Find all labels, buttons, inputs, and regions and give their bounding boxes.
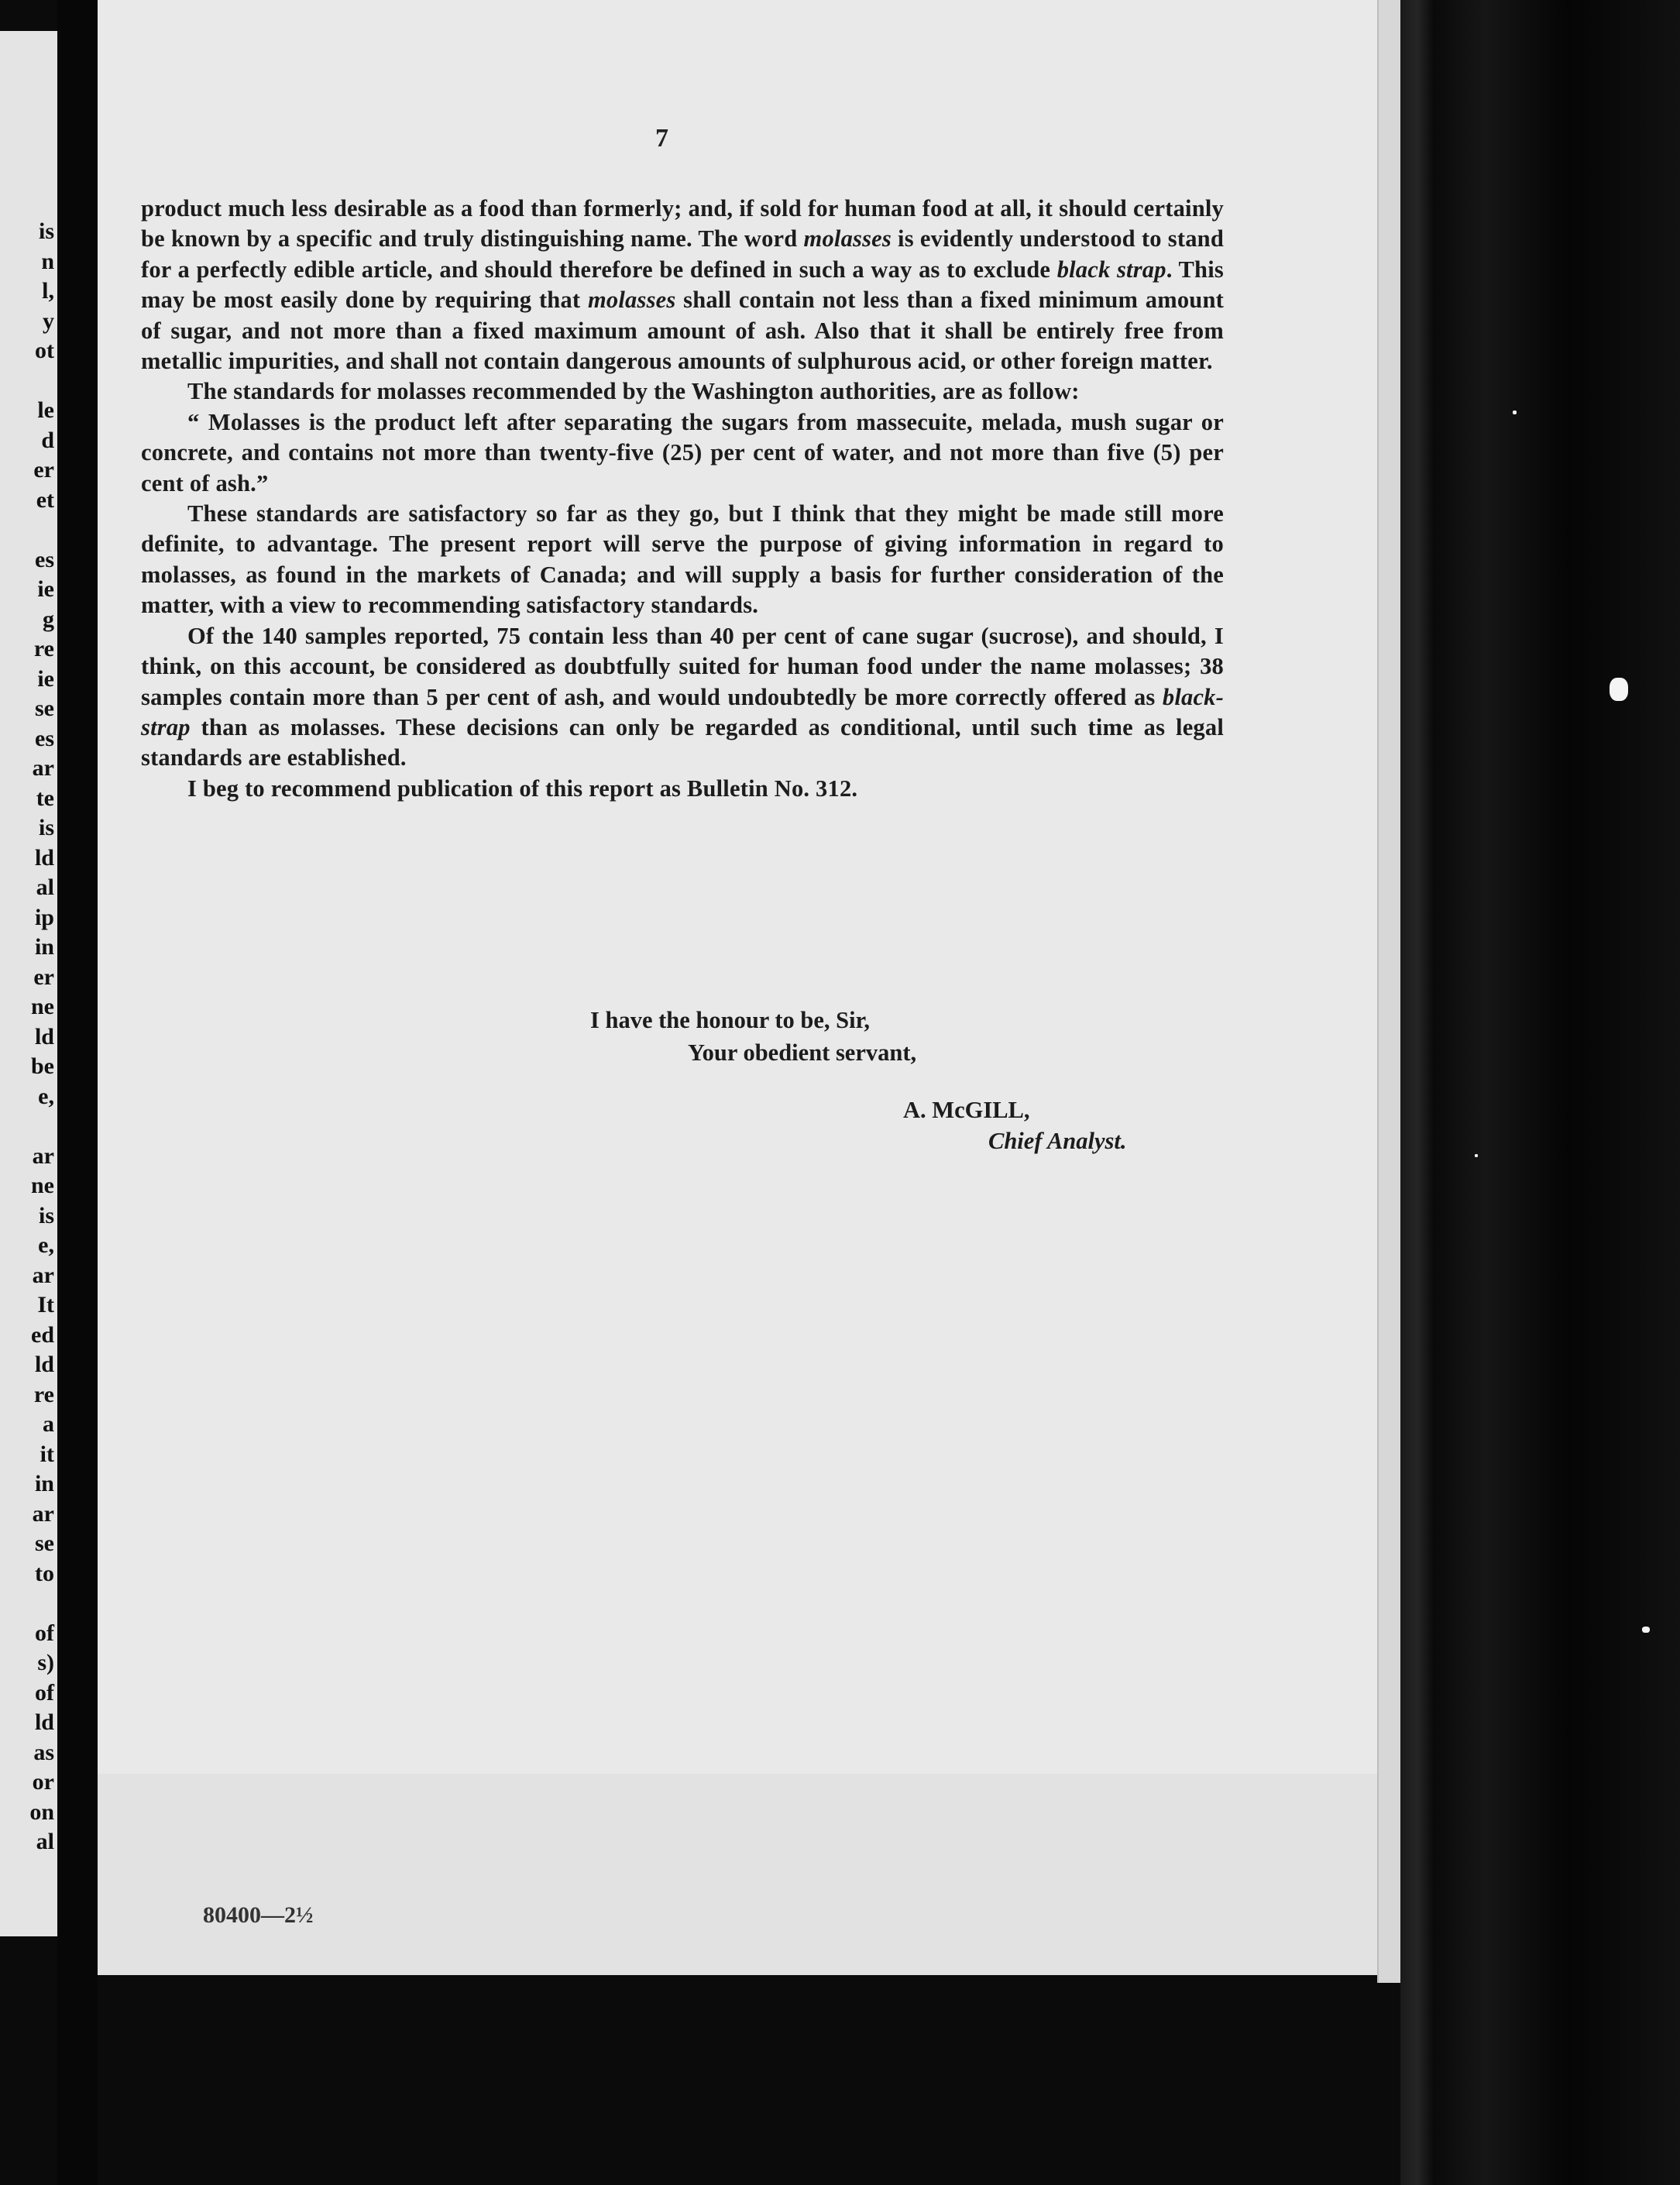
adjacent-page-fragment bbox=[0, 1111, 57, 1142]
adjacent-page-fragment: es bbox=[35, 546, 54, 572]
adjacent-page-fragment: ed bbox=[31, 1321, 54, 1348]
adjacent-page-fragment: of bbox=[35, 1620, 54, 1646]
paragraph: These standards are satisfactory so far as they go, but I think that they might be made still more definite, to advantage. The present report will serve the purpose of giving information in regard to molasses, as found in the markets of Canada; and will supply a basis for further consideration of the matter, with a view to recommending satisfactory standards. bbox=[141, 500, 1224, 619]
adjacent-page-fragment: g bbox=[43, 606, 54, 632]
scan-background bbox=[1400, 0, 1680, 2185]
adjacent-page-fragment: n bbox=[41, 248, 54, 274]
adjacent-page-fragment: on bbox=[29, 1799, 54, 1825]
signature-name: A. McGILL, bbox=[903, 1097, 1030, 1123]
adjacent-page-fragment: it bbox=[40, 1441, 54, 1467]
adjacent-page-fragment: It bbox=[37, 1292, 54, 1318]
adjacent-page-fragment: ld bbox=[34, 844, 54, 871]
adjacent-page-fragment bbox=[0, 1589, 57, 1619]
adjacent-page-fragment: ie bbox=[37, 576, 54, 602]
adjacent-page-fragment: ne bbox=[31, 1173, 54, 1198]
adjacent-page-fragment: te bbox=[36, 785, 54, 811]
adjacent-page-fragment: e, bbox=[38, 1083, 54, 1109]
adjacent-page-fragment: ar bbox=[32, 1500, 54, 1527]
signature-title: Chief Analyst. bbox=[988, 1128, 1127, 1154]
adjacent-page-fragment: l, bbox=[42, 278, 54, 304]
adjacent-page-text bbox=[0, 217, 57, 1857]
adjacent-page-fragment: es bbox=[35, 725, 54, 751]
adjacent-page-edge bbox=[0, 31, 57, 1936]
adjacent-page-fragment: d bbox=[41, 427, 54, 453]
page-number: 7 bbox=[655, 124, 668, 153]
page-spine-edge bbox=[1377, 0, 1402, 1983]
adjacent-page-fragment bbox=[0, 515, 57, 545]
adjacent-page-fragment: ld bbox=[34, 1709, 54, 1735]
adjacent-page-fragment: as bbox=[33, 1739, 54, 1765]
adjacent-page-fragment: or bbox=[32, 1769, 54, 1795]
adjacent-page-fragment: ar bbox=[32, 755, 54, 781]
adjacent-page-fragment: et bbox=[36, 486, 54, 513]
adjacent-page-fragment: se bbox=[35, 696, 54, 721]
book-gutter bbox=[57, 0, 98, 2185]
quoted-standard: “ Molasses is the product left after separating the sugars from massecuite, melada, mush sugar or concrete, and contains not more than twenty-five (25) per cent of water, and not more than five (5) per cent of ash.” bbox=[141, 408, 1224, 496]
adjacent-page-fragment: ld bbox=[34, 1352, 54, 1377]
adjacent-page-fragment: a bbox=[43, 1411, 54, 1437]
adjacent-page-fragment: er bbox=[33, 457, 54, 483]
adjacent-page-fragment: ne bbox=[31, 994, 54, 1019]
adjacent-page-fragment: ie bbox=[37, 665, 54, 692]
paragraph: Of the 140 samples reported, 75 contain less than 40 per cent of cane sugar (sucrose), and should, I think, on this account, be considered as doubtfully suited for human food under the name molasses; 38 samples contain more than 5 per cent of ash, and would undoubtedly be more correctly offered as black-strap than as molasses. These decisions can only be regarded as conditional, until such time as legal standards are established. bbox=[141, 622, 1224, 771]
closing-servant: Your obedient servant, bbox=[688, 1039, 917, 1066]
adjacent-page-fragment: er bbox=[33, 964, 54, 990]
adjacent-page-fragment: al bbox=[36, 874, 54, 900]
paragraph: The standards for molasses recommended by the Washington authorities, are as follow: bbox=[187, 378, 1080, 405]
adjacent-page-fragment: se bbox=[35, 1531, 54, 1556]
adjacent-page-fragment: of bbox=[35, 1679, 54, 1706]
adjacent-page-fragment: ld bbox=[34, 1023, 54, 1050]
adjacent-page-fragment: ip bbox=[34, 904, 54, 930]
adjacent-page-fragment: in bbox=[34, 934, 54, 960]
paragraph: product much less desirable as a food than formerly; and, if sold for human food at all, it should certainly be known by a specific and truly distinguishing name. The word molasses is evidently understood to stand for a perfectly edible article, and should therefore be defined in such a way as to exclude black strap. This may be most easily done by requiring that molasses shall contain not less than a fixed minimum amount of sugar, and not more than a fixed maximum amount of ash. Also that it shall be entirely free from metallic impurities, and shall not contain dangerous amounts of sulphurous acid, or other foreign matter. bbox=[141, 195, 1224, 375]
adjacent-page-fragment: ar bbox=[32, 1262, 54, 1288]
adjacent-page-fragment: to bbox=[35, 1560, 54, 1586]
closing-salutation: I have the honour to be, Sir, bbox=[590, 1007, 870, 1033]
adjacent-page-fragment: y bbox=[43, 307, 54, 334]
adjacent-page-fragment: ar bbox=[32, 1142, 54, 1169]
adjacent-page-fragment: in bbox=[34, 1471, 54, 1496]
letter-body bbox=[141, 194, 1224, 804]
adjacent-page-fragment: is bbox=[38, 1202, 54, 1228]
adjacent-page-fragment: is bbox=[38, 218, 54, 244]
paragraph: I beg to recommend publication of this report as Bulletin No. 312. bbox=[187, 775, 858, 802]
adjacent-page-fragment: al bbox=[36, 1829, 54, 1854]
adjacent-page-fragment: re bbox=[33, 636, 54, 661]
adjacent-page-fragment: is bbox=[38, 815, 54, 840]
adjacent-page-fragment: re bbox=[33, 1381, 54, 1407]
adjacent-page-fragment: s) bbox=[37, 1650, 54, 1675]
adjacent-page-fragment: le bbox=[37, 397, 54, 423]
adjacent-page-fragment: e, bbox=[38, 1232, 54, 1258]
adjacent-page-fragment: ot bbox=[35, 338, 54, 363]
adjacent-page-fragment bbox=[0, 366, 57, 397]
adjacent-page-fragment: be bbox=[31, 1053, 54, 1079]
print-code: 80400—2½ bbox=[203, 1902, 314, 1928]
page-margin-bottom bbox=[98, 1774, 1407, 1975]
